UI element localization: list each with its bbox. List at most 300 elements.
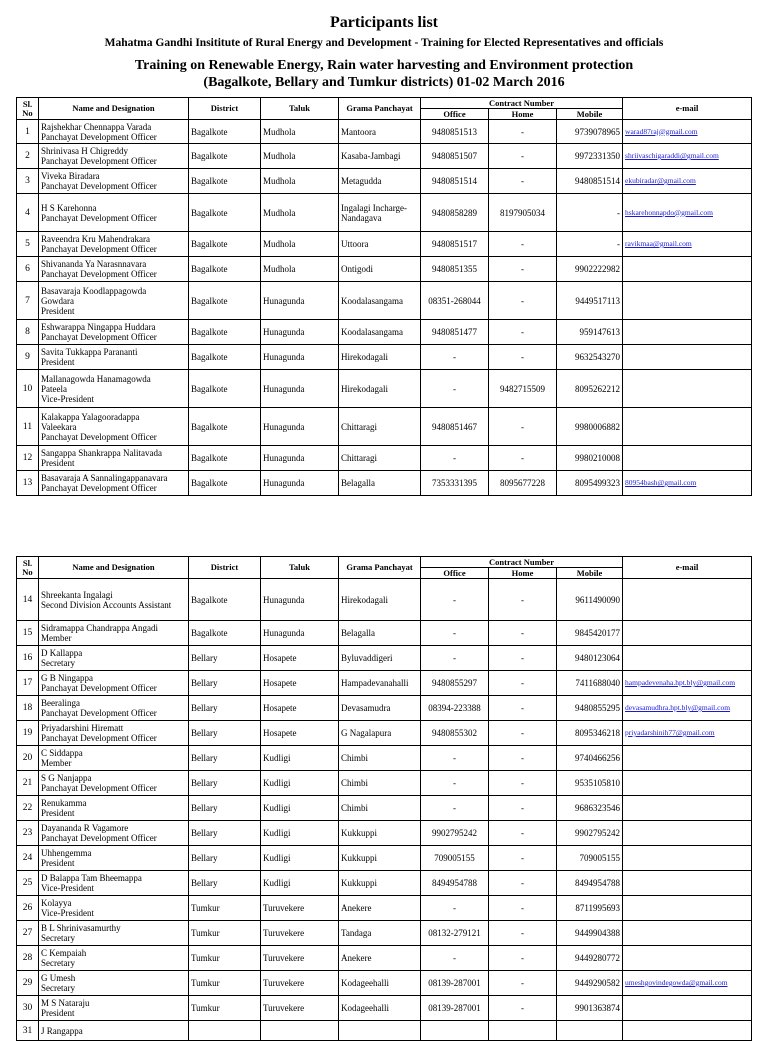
participant-name: Uhhengemma — [41, 848, 92, 858]
participant-name: Raveendra Kru Mahendrakara — [41, 234, 150, 244]
header-taluk: Taluk — [261, 557, 339, 579]
cell-name-designation — [39, 996, 189, 1021]
cell-office: - — [421, 646, 489, 671]
table-row — [17, 345, 752, 370]
cell-taluk: Kudligi — [261, 821, 339, 846]
cell-taluk: Hunagunda — [261, 446, 339, 471]
cell-sl-no: 4 — [17, 194, 39, 232]
table-row — [17, 971, 752, 996]
table-row — [17, 446, 752, 471]
cell-mobile: 9535105810 — [557, 771, 623, 796]
cell-grama-panchayat: Byluvaddigeri — [339, 646, 421, 671]
cell-sl-no: 20 — [17, 746, 39, 771]
cell-sl-no: 24 — [17, 846, 39, 871]
cell-email[interactable]: hampadevenaha.hpt.bly@gmail.com — [623, 671, 752, 696]
participant-designation: Panchayat Development Officer — [41, 332, 157, 342]
cell-name-designation — [39, 320, 189, 345]
cell-district: Bellary — [189, 671, 261, 696]
cell-email — [623, 579, 752, 621]
cell-home: - — [489, 282, 557, 320]
cell-name-designation — [39, 971, 189, 996]
cell-district: Bagalkote — [189, 257, 261, 282]
cell-email — [623, 996, 752, 1021]
participant-designation: Secretary — [41, 958, 75, 968]
cell-office: - — [421, 579, 489, 621]
cell-grama-panchayat: Hirekodagali — [339, 579, 421, 621]
cell-email — [623, 320, 752, 345]
institute-heading: Mahatma Gandhi Insititute of Rural Energy and Development - Training for Elected Representatives and officials — [104, 37, 664, 49]
cell-district: Tumkur — [189, 996, 261, 1021]
cell-email[interactable]: hskarehonnapdo@gmail.com — [623, 194, 752, 232]
cell-office: - — [421, 345, 489, 370]
participant-name: Eshwarappa Ningappa Huddara — [41, 322, 156, 332]
cell-home: - — [489, 232, 557, 257]
cell-taluk: Mudhola — [261, 194, 339, 232]
cell-mobile: 9480851514 — [557, 169, 623, 194]
participant-designation: Panchayat Development Officer — [41, 708, 157, 718]
cell-email[interactable]: umeshgovindegowda@gmail.com — [623, 971, 752, 996]
table-row — [17, 921, 752, 946]
cell-district: Tumkur — [189, 971, 261, 996]
participant-designation: President — [41, 858, 75, 868]
cell-district: Bellary — [189, 871, 261, 896]
training-subtitle: (Bagalkote, Bellary and Tumkur districts) 01-02 March 2016 — [203, 75, 565, 90]
participant-name: Dayananda R Vagamore — [41, 823, 129, 833]
table-row — [17, 646, 752, 671]
cell-home: - — [489, 320, 557, 345]
table-row — [17, 671, 752, 696]
cell-district: Bagalkote — [189, 169, 261, 194]
cell-mobile: 9449904388 — [557, 921, 623, 946]
cell-email — [623, 846, 752, 871]
cell-email — [623, 646, 752, 671]
table-row — [17, 257, 752, 282]
participant-name: Viveka Biradara — [41, 171, 100, 181]
header-taluk: Taluk — [261, 98, 339, 120]
cell-sl-no: 12 — [17, 446, 39, 471]
cell-district: Bellary — [189, 721, 261, 746]
table-row — [17, 821, 752, 846]
cell-office: 08351-268044 — [421, 282, 489, 320]
cell-sl-no: 28 — [17, 946, 39, 971]
participant-name: C Kempaiah — [41, 948, 87, 958]
cell-email[interactable]: priyadarshinih77@gmail.com — [623, 721, 752, 746]
cell-home: - — [489, 896, 557, 921]
table-row — [17, 696, 752, 721]
cell-mobile: 7411688040 — [557, 671, 623, 696]
participant-designation: Panchayat Development Officer — [41, 131, 157, 142]
cell-grama-panchayat: G Nagalapura — [339, 721, 421, 746]
cell-grama-panchayat: Anekere — [339, 946, 421, 971]
cell-email[interactable]: 80954bash@gmail.com — [623, 471, 752, 496]
participant-designation: Secretary — [41, 983, 75, 993]
cell-sl-no: 23 — [17, 821, 39, 846]
cell-name-designation — [39, 194, 189, 232]
cell-name-designation — [39, 646, 189, 671]
cell-taluk: Mudhola — [261, 120, 339, 144]
cell-mobile: 9449517113 — [557, 282, 623, 320]
cell-sl-no: 3 — [17, 169, 39, 194]
cell-grama-panchayat: Kodageehalli — [339, 996, 421, 1021]
cell-mobile: 9739078965 — [557, 120, 623, 144]
cell-email — [623, 896, 752, 921]
cell-grama-panchayat: Hirekodagali — [339, 370, 421, 408]
cell-home: - — [489, 446, 557, 471]
cell-district: Bellary — [189, 771, 261, 796]
participant-name: Priyadarshini Hirematt — [41, 723, 124, 733]
participant-designation: Vice-President — [41, 393, 94, 404]
cell-district: Tumkur — [189, 896, 261, 921]
cell-taluk: Kudligi — [261, 771, 339, 796]
participant-name: Shreekanta Ingalagi — [41, 589, 113, 600]
cell-home: - — [489, 996, 557, 1021]
cell-office: - — [421, 621, 489, 646]
cell-taluk: Hosapete — [261, 696, 339, 721]
participant-name: S G Nanjappa — [41, 773, 92, 783]
table-row — [17, 408, 752, 446]
participant-designation: Panchayat Development Officer — [41, 244, 157, 254]
training-title: Training on Renewable Energy, Rain water harvesting and Environment protection — [134, 58, 634, 73]
cell-taluk: Hunagunda — [261, 345, 339, 370]
cell-name-designation — [39, 345, 189, 370]
cell-email[interactable]: devasamudhra.hpt.bly@gmail.com — [623, 696, 752, 721]
cell-sl-no: 26 — [17, 896, 39, 921]
participant-designation: Secretary — [41, 658, 75, 668]
cell-taluk: Kudligi — [261, 871, 339, 896]
cell-taluk: Hunagunda — [261, 320, 339, 345]
cell-taluk: Mudhola — [261, 232, 339, 257]
cell-name-designation — [39, 771, 189, 796]
cell-office: 9902795242 — [421, 821, 489, 846]
cell-sl-no: 8 — [17, 320, 39, 345]
participant-designation: Member — [41, 633, 72, 643]
cell-district: Bellary — [189, 696, 261, 721]
cell-email — [623, 345, 752, 370]
cell-email[interactable]: shriivaschigaraddi@gmail.com — [623, 144, 752, 169]
participant-name: Sidramappa Chandrappa Angadi — [41, 623, 158, 633]
cell-name-designation — [39, 821, 189, 846]
header-grama-panchayat: Grama Panchayat — [339, 557, 421, 579]
cell-name-designation — [39, 370, 189, 408]
cell-district: Bagalkote — [189, 194, 261, 232]
cell-taluk: Kudligi — [261, 746, 339, 771]
participant-designation: Panchayat Development Officer — [41, 733, 157, 743]
cell-home: - — [489, 408, 557, 446]
cell-name-designation — [39, 621, 189, 646]
cell-home: - — [489, 721, 557, 746]
cell-taluk: Hunagunda — [261, 579, 339, 621]
cell-name-designation — [39, 946, 189, 971]
cell-mobile: 9480855295 — [557, 696, 623, 721]
cell-grama-panchayat: Kukkuppi — [339, 821, 421, 846]
cell-mobile: 8095262212 — [557, 370, 623, 408]
participant-name: Sangappa Shankrappa Nalitavada — [41, 448, 162, 458]
cell-taluk: Hunagunda — [261, 408, 339, 446]
cell-grama-panchayat: Chimbi — [339, 746, 421, 771]
cell-mobile: 9632543270 — [557, 345, 623, 370]
cell-email — [623, 621, 752, 646]
cell-office: - — [421, 746, 489, 771]
cell-email — [623, 771, 752, 796]
cell-taluk: Hosapete — [261, 721, 339, 746]
cell-grama-panchayat: Devasamudra — [339, 696, 421, 721]
cell-name-designation — [39, 579, 189, 621]
cell-office: 9480851514 — [421, 169, 489, 194]
cell-name-designation — [39, 896, 189, 921]
participant-designation: Panchayat Development Officer — [41, 683, 157, 693]
table-row — [17, 946, 752, 971]
cell-home: - — [489, 871, 557, 896]
table-row — [17, 746, 752, 771]
participants-table-2 — [16, 556, 752, 1041]
cell-grama-panchayat: Hampadevanahalli — [339, 671, 421, 696]
table-row — [17, 896, 752, 921]
cell-taluk: Hunagunda — [261, 471, 339, 496]
cell-sl-no: 5 — [17, 232, 39, 257]
cell-district: Bagalkote — [189, 370, 261, 408]
cell-district: Bagalkote — [189, 282, 261, 320]
table-row — [17, 370, 752, 408]
header-home: Home — [489, 109, 557, 120]
cell-sl-no: 29 — [17, 971, 39, 996]
cell-taluk: Turuvekere — [261, 896, 339, 921]
cell-name-designation — [39, 169, 189, 194]
table-row — [17, 996, 752, 1021]
cell-grama-panchayat: Anekere — [339, 896, 421, 921]
cell-name-designation — [39, 696, 189, 721]
table-row — [17, 194, 752, 232]
cell-district: Bagalkote — [189, 232, 261, 257]
cell-office: - — [421, 446, 489, 471]
participant-name: Kalakappa Yalagooradappa — [41, 411, 140, 422]
header-office: Office — [421, 109, 489, 120]
cell-office: - — [421, 771, 489, 796]
cell-mobile: 8095499323 — [557, 471, 623, 496]
cell-grama-panchayat: Chimbi — [339, 796, 421, 821]
cell-grama-panchayat: Koodalasangama — [339, 320, 421, 345]
participant-name: Renukamma — [41, 798, 87, 808]
cell-email — [623, 282, 752, 320]
cell-district: Bellary — [189, 846, 261, 871]
cell-sl-no: 10 — [17, 370, 39, 408]
participants-table-1 — [16, 97, 752, 496]
cell-home: - — [489, 671, 557, 696]
table-row — [17, 771, 752, 796]
participant-name: Savita Tukkappa Parananti — [41, 347, 138, 357]
participant-designation: President — [41, 305, 75, 316]
participant-designation: President — [41, 458, 75, 468]
participant-designation: Panchayat Development Officer — [41, 212, 157, 223]
table-row — [17, 120, 752, 144]
table-row — [17, 471, 752, 496]
participant-designation: Panchayat Development Officer — [41, 431, 157, 442]
cell-office: 9480858289 — [421, 194, 489, 232]
cell-taluk: Hunagunda — [261, 282, 339, 320]
participant-name: B L Shrinivasamurthy — [41, 923, 121, 933]
cell-mobile: 959147613 — [557, 320, 623, 345]
cell-office: 9480851467 — [421, 408, 489, 446]
cell-sl-no: 30 — [17, 996, 39, 1021]
cell-district: Bagalkote — [189, 320, 261, 345]
cell-taluk: Hunagunda — [261, 621, 339, 646]
cell-taluk: Hunagunda — [261, 370, 339, 408]
cell-sl-no: 27 — [17, 921, 39, 946]
table-row — [17, 282, 752, 320]
cell-mobile: 9480123064 — [557, 646, 623, 671]
cell-office: 9480851517 — [421, 232, 489, 257]
cell-district: Bagalkote — [189, 408, 261, 446]
cell-mobile: 9902795242 — [557, 821, 623, 846]
cell-office: - — [421, 896, 489, 921]
cell-mobile: 9740466256 — [557, 746, 623, 771]
participant-designation: Member — [41, 758, 72, 768]
cell-home: - — [489, 257, 557, 282]
cell-taluk: Turuvekere — [261, 946, 339, 971]
cell-grama-panchayat: Ingalagi Incharge-Nandagava — [339, 194, 421, 232]
cell-name-designation — [39, 721, 189, 746]
cell-email[interactable]: ravikmaa@gmail.com — [623, 232, 752, 257]
cell-sl-no: 21 — [17, 771, 39, 796]
header-sl-no: Sl. No — [17, 557, 39, 579]
header-contact-number: Contract Number — [421, 557, 623, 568]
cell-grama-panchayat: Kukkuppi — [339, 846, 421, 871]
header-sl-no: Sl. No — [17, 98, 39, 120]
table-row — [17, 621, 752, 646]
cell-mobile: 9845420177 — [557, 621, 623, 646]
cell-mobile: 9449280772 — [557, 946, 623, 971]
participant-name: Rajshekhar Chennappa Varada — [41, 121, 152, 132]
cell-name-designation — [39, 796, 189, 821]
cell-office: 08394-223388 — [421, 696, 489, 721]
header-contact-number: Contract Number — [421, 98, 623, 109]
cell-grama-panchayat: Tandaga — [339, 921, 421, 946]
participant-name: Beeralinga — [41, 698, 80, 708]
cell-office: - — [421, 946, 489, 971]
participant-name: D Kallappa — [41, 648, 83, 658]
cell-district: Bellary — [189, 746, 261, 771]
header-name: Name and Designation — [39, 557, 189, 579]
participant-designation: Panchayat Development Officer — [41, 181, 157, 191]
header-grama-panchayat: Grama Panchayat — [339, 98, 421, 120]
cell-mobile: 9972331350 — [557, 144, 623, 169]
participant-name: Shivananda Ya Narasnnavara — [41, 259, 147, 269]
cell-mobile: - — [557, 194, 623, 232]
cell-taluk: Hosapete — [261, 646, 339, 671]
cell-mobile: 9980210008 — [557, 446, 623, 471]
cell-grama-panchayat: Chittaragi — [339, 446, 421, 471]
participant-designation: Gowdara — [41, 295, 74, 306]
cell-grama-panchayat: Hirekodagali — [339, 345, 421, 370]
participant-designation: Pateela — [41, 383, 67, 394]
cell-name-designation — [39, 120, 189, 144]
cell-grama-panchayat: Belagalla — [339, 471, 421, 496]
cell-mobile: 8494954788 — [557, 871, 623, 896]
cell-name-designation — [39, 871, 189, 896]
participant-name: C Siddappa — [41, 748, 83, 758]
cell-district: Bagalkote — [189, 621, 261, 646]
cell-home: 8095677228 — [489, 471, 557, 496]
cell-district: Tumkur — [189, 921, 261, 946]
table-row — [17, 871, 752, 896]
cell-grama-panchayat: Kukkuppi — [339, 871, 421, 896]
cell-mobile: 8711995693 — [557, 896, 623, 921]
header-home: Home — [489, 568, 557, 579]
participant-designation: Panchayat Development Officer — [41, 156, 157, 166]
cell-mobile: 9449290582 — [557, 971, 623, 996]
cell-home: - — [489, 144, 557, 169]
cell-home: - — [489, 771, 557, 796]
participant-designation: Panchayat Development Officer — [41, 783, 157, 793]
cell-district: Tumkur — [189, 946, 261, 971]
cell-email[interactable]: ekubiradar@gmail.com — [623, 169, 752, 194]
cell-grama-panchayat: Koodalasangama — [339, 282, 421, 320]
cell-sl-no: 1 — [17, 120, 39, 144]
participant-designation: Secretary — [41, 933, 75, 943]
cell-grama-panchayat: Uttoora — [339, 232, 421, 257]
participant-name: H S Karehonna — [41, 202, 97, 213]
cell-name-designation — [39, 408, 189, 446]
cell-taluk: Turuvekere — [261, 921, 339, 946]
header-mobile: Mobile — [557, 568, 623, 579]
cell-email[interactable]: warad87raj@gmail.com — [623, 120, 752, 144]
participant-designation: Valeekara — [41, 421, 77, 432]
header-office: Office — [421, 568, 489, 579]
participant-designation: Panchayat Development Officer — [41, 833, 157, 843]
participant-designation: President — [41, 357, 75, 367]
header-email: e-mail — [623, 98, 752, 120]
cell-office: 8494954788 — [421, 871, 489, 896]
cell-home: - — [489, 796, 557, 821]
header-mobile: Mobile — [557, 109, 623, 120]
header-name: Name and Designation — [39, 98, 189, 120]
cell-home: 9482715509 — [489, 370, 557, 408]
cell-district: Bagalkote — [189, 446, 261, 471]
cell-mobile: 9902222982 — [557, 257, 623, 282]
cell-home: - — [489, 646, 557, 671]
cell-mobile: 8095346218 — [557, 721, 623, 746]
cell-sl-no: 14 — [17, 579, 39, 621]
cell-sl-no: 11 — [17, 408, 39, 446]
cell-name-designation — [39, 746, 189, 771]
cell-mobile: 9686323546 — [557, 796, 623, 821]
header-district: District — [189, 98, 261, 120]
cell-email — [623, 746, 752, 771]
cell-grama-panchayat: Belagalla — [339, 621, 421, 646]
cell-home: - — [489, 746, 557, 771]
cell-taluk: Turuvekere — [261, 971, 339, 996]
cell-name-designation — [39, 846, 189, 871]
cell-office: 9480855297 — [421, 671, 489, 696]
participant-designation: President — [41, 1008, 75, 1018]
cell-name-designation — [39, 446, 189, 471]
cell-sl-no: 2 — [17, 144, 39, 169]
cell-grama-panchayat: Chimbi — [339, 771, 421, 796]
cell-mobile: 9901363874 — [557, 996, 623, 1021]
table-row — [17, 320, 752, 345]
cell-name-designation — [39, 471, 189, 496]
participant-name: Basavaraja A Sannalingappanavara — [41, 473, 168, 483]
participant-name: G B Ningappa — [41, 673, 93, 683]
participant-name: J Rangappa — [41, 1025, 83, 1036]
table-row — [17, 846, 752, 871]
cell-district: Bagalkote — [189, 144, 261, 169]
cell-district: Bellary — [189, 796, 261, 821]
cell-email — [623, 370, 752, 408]
cell-office: 9480851507 — [421, 144, 489, 169]
cell-sl-no: 15 — [17, 621, 39, 646]
cell-mobile: 9611490090 — [557, 579, 623, 621]
cell-office: 9480851477 — [421, 320, 489, 345]
